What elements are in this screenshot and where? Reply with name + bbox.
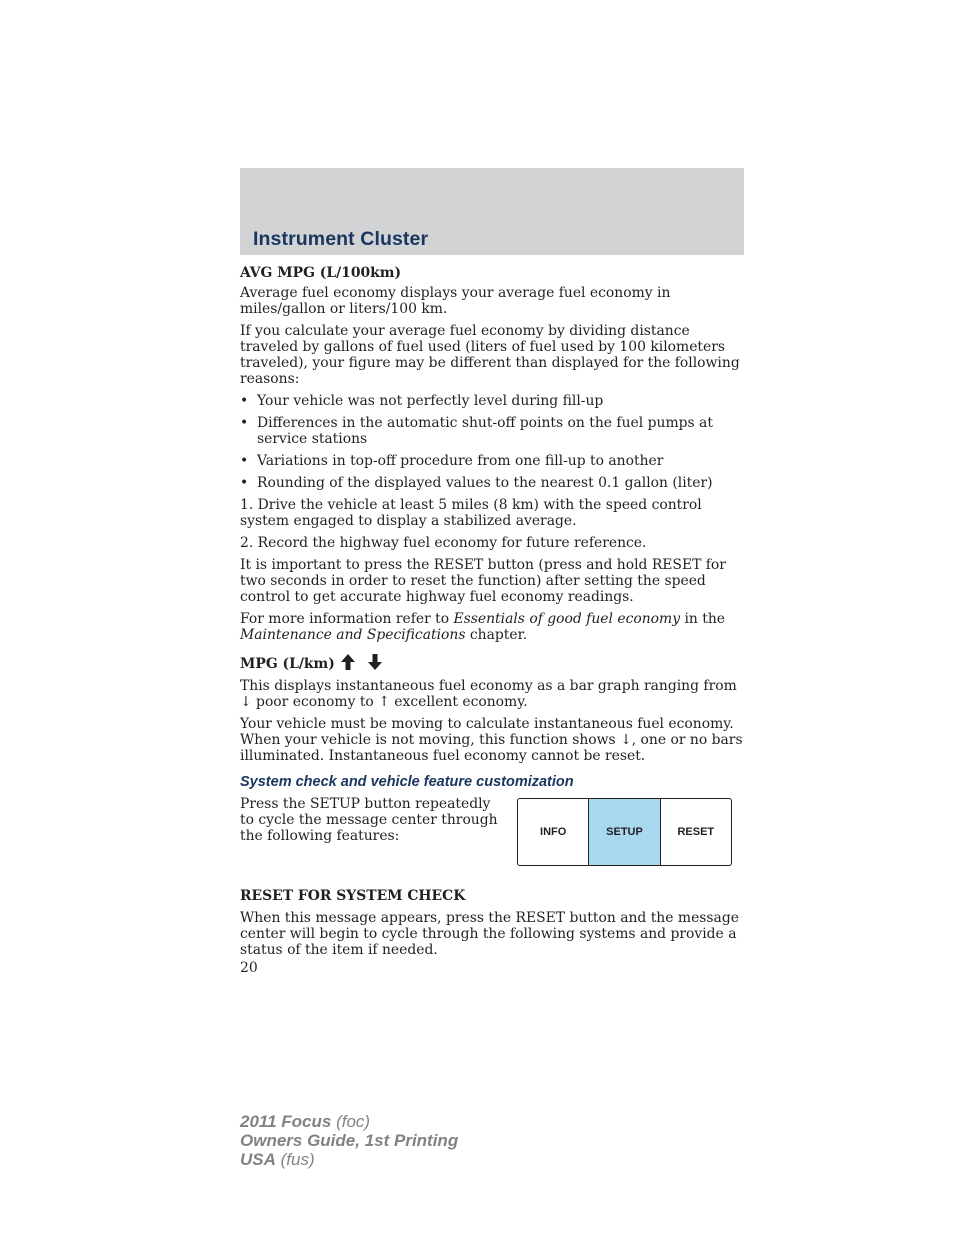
footer-line-1: [240, 1112, 458, 1131]
footer-line-2: [240, 1131, 458, 1150]
section-header-band: [240, 168, 744, 255]
mpg-heading: [240, 653, 744, 672]
arrow-up-icon: [340, 653, 356, 671]
mpg-text: This displays instantaneous fuel economy as a bar graph ranging from: [240, 678, 737, 694]
footer-model-code: (foc): [331, 1112, 371, 1131]
up-arrow-icon: ↑: [378, 694, 390, 710]
setup-button[interactable]: SETUP: [589, 799, 660, 865]
footer-model: 2011 Focus: [240, 1112, 332, 1131]
list-item-text: Your vehicle was not perfectly level during fill-up: [257, 393, 604, 409]
list-item: [240, 453, 744, 469]
reset-button[interactable]: RESET: [677, 826, 715, 838]
mpg-text: Your vehicle must be moving to calculate instantaneous fuel economy. When your vehicle is not moving, this function shows: [240, 716, 734, 748]
page-content: [240, 265, 744, 976]
reference-paragraph: [240, 611, 744, 643]
system-check-heading: System check and vehicle feature customization: [240, 774, 574, 790]
footer-guide: Owners Guide, 1st Printing: [240, 1131, 459, 1150]
reset-note: It is important to press the RESET button (press and hold RESET for two seconds in order to reset the function) after setting the speed control to get accurate highway fuel economy readings.: [240, 557, 726, 605]
avg-mpg-heading: AVG MPG (L/100km): [240, 265, 402, 281]
reset-system-check-text: When this message appears, press the RESET button and the message center will begin to cycle through the following systems and provide a status of the item if needed.: [240, 910, 739, 958]
step-1: 1. Drive the vehicle at least 5 miles (8 km) with the speed control system engaged to display a stabilized average.: [240, 497, 702, 529]
reference-text: chapter.: [465, 627, 528, 643]
list-item-text: Rounding of the displayed values to the nearest 0.1 gallon (liter): [257, 475, 713, 491]
reference-text: For more information refer to: [240, 611, 454, 627]
footer-market-code: (fus): [275, 1150, 315, 1169]
mpg-text: excellent economy.: [389, 694, 528, 710]
reset-system-check-heading: RESET FOR SYSTEM CHECK: [240, 888, 466, 904]
reference-link-fuel-economy: Essentials of good fuel economy: [453, 611, 681, 627]
list-item: [240, 415, 744, 447]
message-center-buttons: [517, 798, 732, 866]
footer-market: USA: [240, 1150, 276, 1169]
list-item: [240, 475, 744, 491]
reference-link-maintenance: Maintenance and Specifications: [240, 627, 466, 643]
footer: [240, 1112, 458, 1169]
list-item-text: Variations in top-off procedure from one fill-up to another: [257, 453, 664, 469]
reasons-list: [240, 393, 744, 491]
bullet-icon: •: [240, 415, 249, 431]
mpg-paragraph-1: [240, 678, 744, 710]
down-arrow-icon: ↓: [620, 732, 632, 748]
info-button[interactable]: INFO: [518, 799, 589, 865]
avg-mpg-paragraph-1: Average fuel economy displays your average fuel economy in miles/gallon or liters/100 km.: [240, 285, 671, 317]
bullet-icon: •: [240, 475, 249, 491]
mpg-text: poor economy to: [251, 694, 379, 710]
list-item: [240, 393, 744, 409]
list-item-text: Differences in the automatic shut-off points on the fuel pumps at service stations: [257, 415, 713, 447]
bullet-icon: •: [240, 393, 249, 409]
bullet-icon: •: [240, 453, 249, 469]
arrow-down-icon: [367, 653, 383, 671]
reference-text: in the: [680, 611, 726, 627]
step-2: 2. Record the highway fuel economy for future reference.: [240, 535, 647, 551]
mpg-text: , one or no bars illuminated. Instantaneous fuel economy cannot be reset.: [240, 732, 743, 764]
system-check-row: [240, 796, 744, 866]
footer-line-3: [240, 1150, 458, 1169]
mpg-paragraph-2: [240, 716, 744, 764]
down-arrow-icon: ↓: [240, 694, 252, 710]
avg-mpg-paragraph-2: If you calculate your average fuel economy by dividing distance traveled by gallons of fuel used (liters of fuel used by 100 kilometers traveled), your figure may be different than displayed for the following reasons:: [240, 323, 740, 387]
mpg-heading-text: MPG (L/km): [240, 656, 335, 672]
section-title: Instrument Cluster: [253, 228, 429, 250]
page-number: 20: [240, 960, 258, 976]
system-check-text: Press the SETUP button repeatedly to cycle the message center through the following features:: [240, 796, 498, 844]
